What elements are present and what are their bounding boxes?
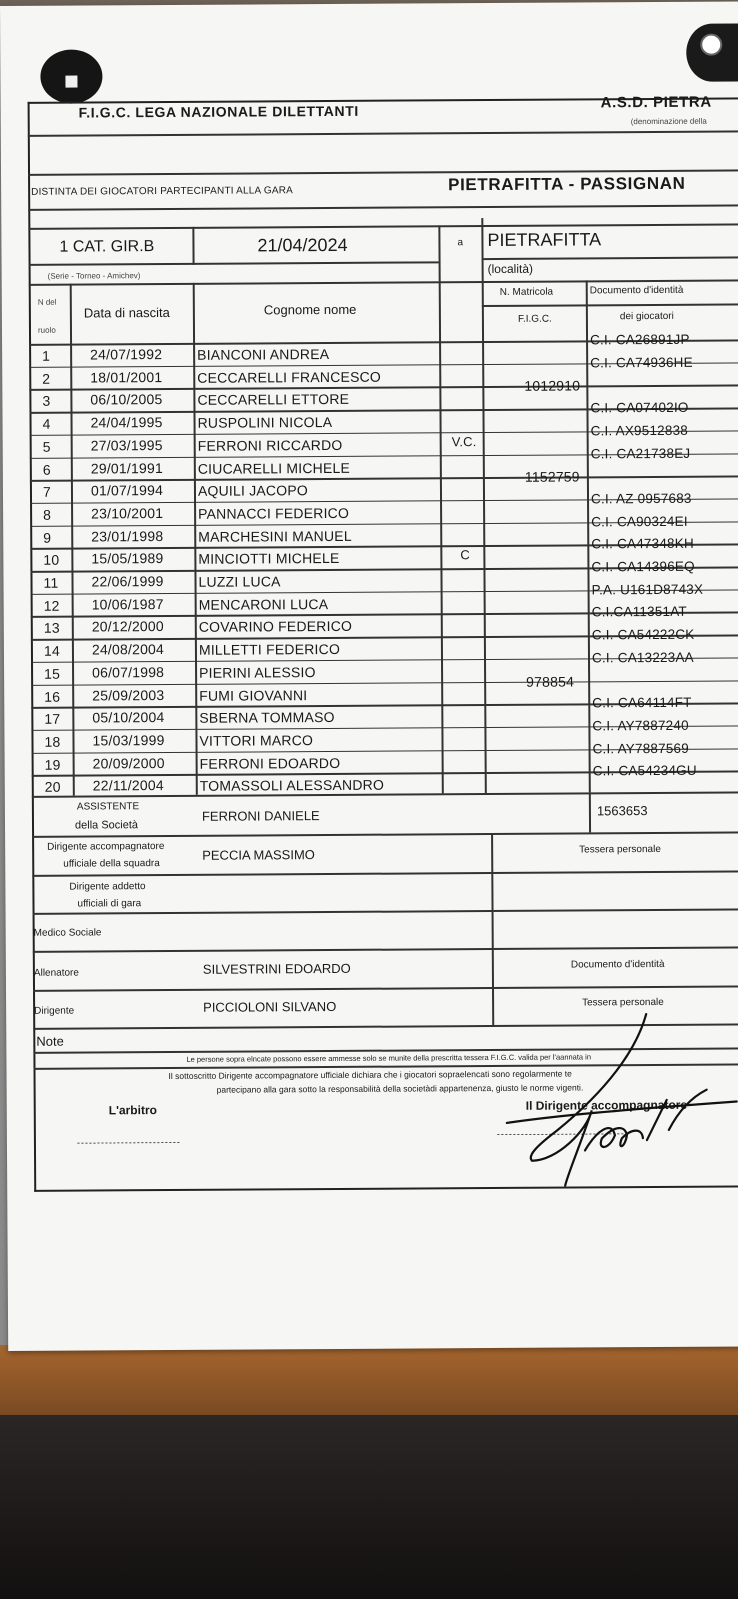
player-number: 13 <box>43 620 60 637</box>
player-matricola: 1152759 <box>524 468 580 485</box>
player-birthdate: 23/10/2001 <box>91 504 164 522</box>
player-document: C.I. CA74936HE <box>590 354 693 371</box>
match-title: PIETRAFITTA - PASSIGNAN <box>448 173 686 195</box>
player-number: 6 <box>42 461 51 478</box>
player-birthdate: 24/07/1992 <box>90 346 163 363</box>
assistente-label: ASSISTENTE <box>76 801 140 813</box>
dirigente-name: PICCIOLONI SILVANO <box>203 998 337 1015</box>
player-document: C.I. CA90324EI <box>591 513 688 529</box>
player-birthdate: 20/09/2000 <box>92 754 165 772</box>
player-name: PIERINI ALESSIO <box>199 663 316 681</box>
assistente-label2: della Società <box>74 819 139 832</box>
lnd-logo-icon <box>40 49 102 103</box>
dirigente-add-label2: ufficiali di gara <box>77 898 142 910</box>
player-document: C.I. CA13223AA <box>591 649 694 666</box>
category-note: (Serie - Torneo - Amichev) <box>47 271 141 281</box>
assistente-name: FERRONI DANIELE <box>201 808 320 824</box>
federation-title: F.I.G.C. LEGA NAZIONALE DILETTANTI <box>78 102 359 121</box>
player-birthdate: 15/03/1999 <box>92 731 165 749</box>
player-document: C.I. CA47348KH <box>591 536 694 552</box>
player-birthdate: 05/10/2004 <box>92 709 165 726</box>
player-number: 2 <box>42 370 51 387</box>
note-label: Note <box>36 1033 64 1049</box>
player-document: C.I. AY7887569 <box>592 740 689 756</box>
player-name: FUMI GIOVANNI <box>199 686 308 704</box>
player-birthdate: 10/06/1987 <box>91 595 164 613</box>
player-document: C.I. CA07402IO <box>590 399 689 416</box>
player-name: TOMASSOLI ALESSANDRO <box>199 776 385 795</box>
player-document: C.I. CA54234GU <box>592 763 697 779</box>
player-name: CECCARELLI ETTORE <box>197 391 350 409</box>
assistente-number: 1563653 <box>596 803 648 819</box>
player-name: FERRONI EDOARDO <box>199 754 341 772</box>
location: PIETRAFITTA <box>487 229 602 251</box>
player-name: MINCIOTTI MICHELE <box>198 550 340 568</box>
col-matricola: N. Matricola <box>499 286 554 298</box>
allenatore-name: SILVESTRINI EDOARDO <box>202 960 351 977</box>
col-doc: Documento d'identità <box>589 284 684 297</box>
player-birthdate: 01/07/1994 <box>90 482 164 499</box>
society-note: (denominazione della <box>630 116 707 127</box>
player-number: 16 <box>44 688 61 705</box>
allenatore-label: Allenatore <box>33 967 79 979</box>
player-document: C.I. AX9512838 <box>590 422 689 439</box>
arbitro-label: L'arbitro <box>108 1103 157 1118</box>
player-birthdate: 22/06/1999 <box>91 573 164 590</box>
dirigente-label: Dirigente <box>34 1005 75 1017</box>
player-birthdate: 15/05/1989 <box>91 550 164 567</box>
player-number: 11 <box>43 574 59 591</box>
location-note: (località) <box>487 261 534 277</box>
player-birthdate: 20/12/2000 <box>91 618 164 635</box>
player-number: 10 <box>43 551 60 569</box>
player-name: MENCARONI LUCA <box>198 595 329 613</box>
form-sheet <box>0 1 738 1350</box>
player-role: V.C. <box>451 433 477 450</box>
player-document: C.I. AZ 0957683 <box>590 490 692 507</box>
player-document: C.I. CA54222CK <box>591 626 695 643</box>
player-name: PANNACCI FEDERICO <box>198 504 350 522</box>
player-birthdate: 24/08/2004 <box>91 641 165 658</box>
legal-line-2: Il sottoscritto Dirigente accompagnatore ufficiale dichiara che i giocatori sopraelencati sono regolarmente te <box>168 1068 572 1081</box>
col-figc: F.I.G.C. <box>517 313 552 325</box>
player-number: 17 <box>44 710 61 727</box>
player-name: CECCARELLI FRANCESCO <box>197 368 382 386</box>
doc-label: Documento d'identità <box>570 958 665 971</box>
category: 1 CAT. GIR.B <box>59 238 155 256</box>
col-name: Cognome nome <box>263 301 357 318</box>
wooden-table-edge <box>0 1345 738 1415</box>
col-ruolo: ruolo <box>37 325 56 335</box>
club-crest-icon <box>686 23 738 81</box>
player-birthdate: 27/03/1995 <box>90 436 163 454</box>
player-name: MARCHESINI MANUEL <box>198 527 352 545</box>
handwritten-signature <box>496 1009 738 1191</box>
player-name: MILLETTI FEDERICO <box>198 641 341 658</box>
player-number: 18 <box>44 733 61 750</box>
player-number: 3 <box>42 393 51 410</box>
player-number: 15 <box>44 665 61 682</box>
player-document: P.A. U161D8743X <box>591 581 704 598</box>
player-number: 19 <box>44 756 61 773</box>
dark-floor <box>0 1415 738 1599</box>
society-name: A.S.D. PIETRA <box>600 93 712 112</box>
legal-line-3: partecipano alla gara sotto la responsabilità della societàdi appartenenza, giusto le norme vigenti. <box>216 1082 584 1095</box>
dirigente-sign-label: Il Dirigente accompagnatore <box>525 1097 688 1113</box>
a-label: a <box>457 237 464 249</box>
player-number: 1 <box>42 347 51 364</box>
player-document: C.I. AY7887240 <box>592 717 689 734</box>
player-role: C <box>460 547 471 563</box>
tessera-label: Tessera personale <box>579 843 661 856</box>
tessera-label-2: Tessera personale <box>582 996 664 1009</box>
arbitro-signature-line: -------------------------- <box>76 1136 181 1148</box>
dirigente-add-label: Dirigente addetto <box>69 881 146 893</box>
player-name: LUZZI LUCA <box>198 573 281 590</box>
player-birthdate: 06/07/1998 <box>92 663 165 681</box>
player-name: BIANCONI ANDREA <box>197 345 330 363</box>
player-number: 14 <box>43 642 60 659</box>
player-birthdate: 06/10/2005 <box>90 391 163 408</box>
match-date: 21/04/2024 <box>257 234 348 256</box>
player-document: C.I. CA21738EJ <box>590 445 691 461</box>
player-birthdate: 18/01/2001 <box>90 368 163 386</box>
player-birthdate: 25/09/2003 <box>92 686 165 703</box>
player-matricola: 978854 <box>526 673 575 690</box>
player-birthdate: 29/01/1991 <box>90 459 163 476</box>
player-name: SBERNA TOMMASO <box>199 709 335 726</box>
player-number: 20 <box>44 778 61 796</box>
dirigente-signature-line: -------------------------------- <box>496 1128 625 1139</box>
col-birth: Data di nascita <box>83 304 170 321</box>
player-document: C.I.CA11351AT <box>591 604 687 620</box>
player-name: CIUCARELLI MICHELE <box>197 459 351 477</box>
distinta-label: DISTINTA DEI GIOCATORI PARTECIPANTI ALLA GARA <box>31 185 294 198</box>
col-n-del: N del <box>37 297 57 307</box>
col-doc2: dei giocatori <box>619 310 674 323</box>
dirigente-acc-label2: ufficiale della squadra <box>63 858 160 870</box>
player-number: 7 <box>42 483 52 500</box>
player-document: C.I. CA14396EQ <box>591 558 695 575</box>
player-number: 4 <box>42 415 51 432</box>
medico-label: Medico Sociale <box>33 927 102 939</box>
player-document: C.I. CA64114FT <box>592 694 692 711</box>
player-number: 12 <box>43 597 60 614</box>
legal-line-1: Le persone sopra elncate possono essere ammesse solo se munite della prescritta tessera F.I.G.C. valida per l'aannata in <box>186 1052 592 1064</box>
player-name: AQUILI JACOPO <box>197 482 308 499</box>
player-number: 5 <box>42 438 51 455</box>
player-number: 9 <box>43 529 52 546</box>
dirigente-acc-label: Dirigente accompagnatore <box>47 841 165 853</box>
player-matricola: 1012910 <box>524 377 581 395</box>
dirigente-acc-name: PECCIA MASSIMO <box>202 847 315 863</box>
player-name: VITTORI MARCO <box>199 731 314 749</box>
player-number: 8 <box>43 506 52 523</box>
player-birthdate: 24/04/1995 <box>90 414 163 431</box>
player-birthdate: 22/11/2004 <box>92 777 164 794</box>
player-name: FERRONI RICCARDO <box>197 436 343 454</box>
player-document: C.I. CA26891JP <box>590 331 690 348</box>
player-birthdate: 23/01/1998 <box>91 527 164 545</box>
player-name: COVARINO FEDERICO <box>198 618 353 636</box>
player-name: RUSPOLINI NICOLA <box>197 414 333 431</box>
